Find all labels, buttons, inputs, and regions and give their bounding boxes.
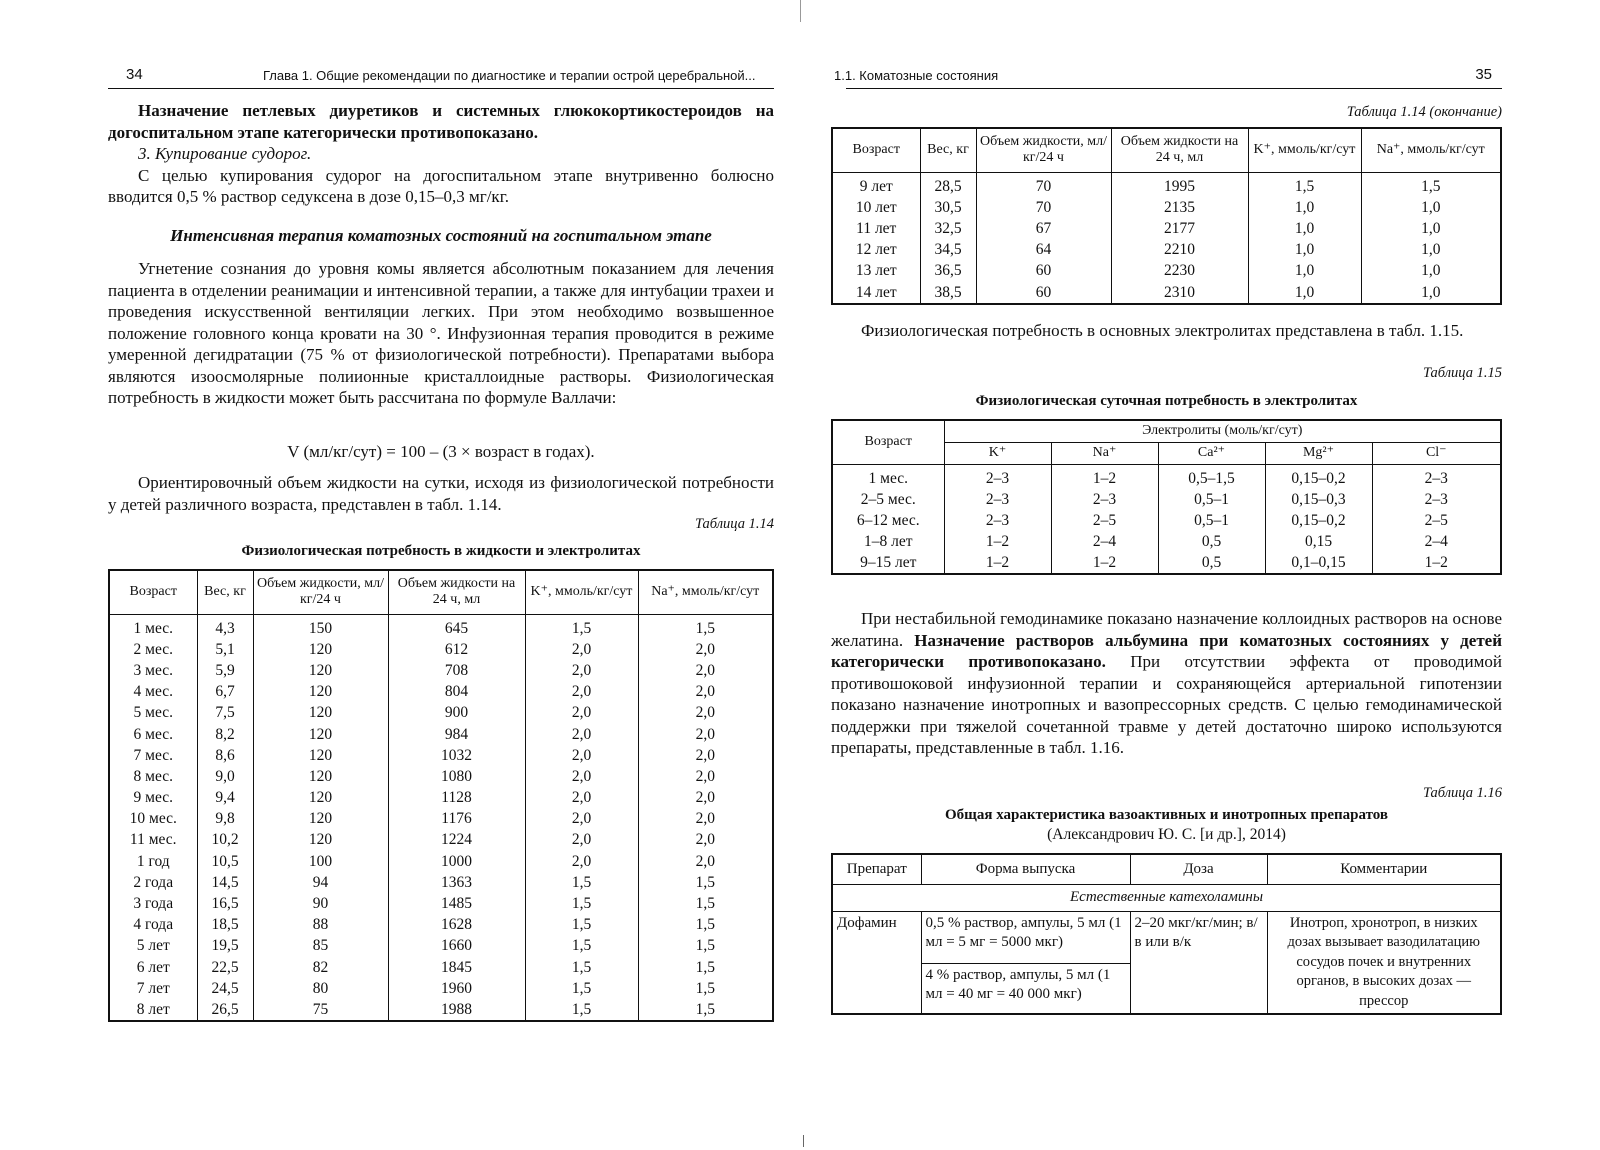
table-cell: 1 год [109, 851, 197, 872]
table-row [109, 851, 773, 872]
table-cell: 16,5 [197, 893, 253, 914]
table-cell: 1000 [388, 851, 525, 872]
table-row [109, 999, 773, 1021]
table-cell: 2,0 [525, 681, 638, 702]
table-cell: 4,3 [197, 614, 253, 639]
table-cell: 2,0 [525, 808, 638, 829]
table-cell: 2177 [1111, 218, 1248, 239]
table-cell: 120 [253, 702, 388, 723]
table-cell: 9,0 [197, 766, 253, 787]
table-label-block [846, 104, 1502, 121]
table-cell: 2310 [1111, 281, 1248, 303]
table-row [109, 935, 773, 956]
table-cell: 2,0 [525, 723, 638, 744]
table-row [109, 787, 773, 808]
table-row [109, 829, 773, 850]
table-cell: 1–2 [1051, 552, 1158, 574]
table-cell: 1,5 [525, 614, 638, 639]
table-cell: 2–3 [1372, 464, 1501, 489]
table-cell: 2,0 [638, 787, 773, 808]
table-cell: 64 [976, 239, 1111, 260]
table-wrap [108, 569, 774, 1022]
table-title: Общая характеристика вазоактивных и инотропных препаратов [945, 807, 1388, 823]
table-cell: 67 [976, 218, 1111, 239]
table-cell: 1128 [388, 787, 525, 808]
body-text-2 [108, 472, 774, 515]
intro-text [108, 100, 774, 208]
table-cell: 0,15–0,3 [1265, 489, 1372, 510]
table-cell: 12 лет [832, 239, 920, 260]
table-cell: 14 лет [832, 281, 920, 303]
table-cell: 2,0 [525, 660, 638, 681]
formula-block [108, 441, 774, 463]
table-cell: 32,5 [920, 218, 976, 239]
table-cell: 1176 [388, 808, 525, 829]
table-cell: 1,5 [638, 614, 773, 639]
table-row [109, 723, 773, 744]
table-cell: 0,5 [1158, 531, 1265, 552]
running-head: 1.1. Коматозные состояния [834, 68, 999, 83]
table-cell: 150 [253, 614, 388, 639]
table-title: Физиологическая суточная потребность в электролитах [975, 393, 1358, 409]
table-label: Таблица 1.15 [1423, 365, 1502, 381]
table-cell: 30,5 [920, 197, 976, 218]
table-cell: 9 мес. [109, 787, 197, 808]
table-cell: 1,5 [638, 978, 773, 999]
release-form: 0,5 % раствор, ампулы, 5 мл (1 мл = 5 мг = 5000 мкг) [921, 911, 1130, 963]
table-cell: 2,0 [638, 766, 773, 787]
table-cell: 80 [253, 978, 388, 999]
table-row [832, 281, 1501, 303]
table-cell: 22,5 [197, 957, 253, 978]
table-cell: 10 мес. [109, 808, 197, 829]
release-form: 4 % раствор, ампулы, 5 мл (1 мл = 40 мг = 40 000 мкг) [921, 964, 1130, 1015]
table-cell: 1–2 [1372, 552, 1501, 574]
table-row [109, 957, 773, 978]
table-cell: 60 [976, 281, 1111, 303]
table-cell: 2,0 [525, 639, 638, 660]
table-cell: 85 [253, 935, 388, 956]
table-cell: 2–5 [1051, 510, 1158, 531]
table-cell: 2 мес. [109, 639, 197, 660]
comment: Инотроп, хронотроп, в низких дозах вызывает вазодилатацию сосудов почек и внутренних органов, в высоких дозах — прессор [1267, 911, 1501, 1014]
col-header-form: Форма выпуска [921, 854, 1130, 884]
table-row [109, 639, 773, 660]
table-cell: 90 [253, 893, 388, 914]
table-cell: 120 [253, 766, 388, 787]
table-label-block [108, 516, 774, 533]
table-cell: 5,1 [197, 639, 253, 660]
table-cell: 120 [253, 829, 388, 850]
table-cell: 1363 [388, 872, 525, 893]
table-cell: 0,5–1 [1158, 510, 1265, 531]
section-heading-block [108, 226, 774, 246]
table-cell: 1,0 [1248, 218, 1361, 239]
table-row [109, 766, 773, 787]
table-cell: 1845 [388, 957, 525, 978]
table-cell: 1 мес. [109, 614, 197, 639]
table-cell: 3 года [109, 893, 197, 914]
table-cell: 1,5 [525, 935, 638, 956]
col-header: Na⁺ [1051, 442, 1158, 464]
col-header-drug: Препарат [832, 854, 921, 884]
table-cell: 10 лет [832, 197, 920, 218]
paragraph-part: При нестабильной гемодинамике показано назначение коллоидных растворов на основе желатина. [831, 609, 1502, 650]
table-source: (Александрович Ю. С. [и др.], 2014) [1047, 826, 1286, 843]
table-cell: 2,0 [638, 808, 773, 829]
table-row [832, 510, 1501, 531]
table-row [832, 464, 1501, 489]
table-row [832, 552, 1501, 574]
paragraph [831, 608, 1502, 759]
table-cell: 1,5 [525, 893, 638, 914]
col-header: Na⁺, ммоль/кг/сут [1361, 128, 1501, 172]
table-cell: 2,0 [638, 829, 773, 850]
table-cell: 1,0 [1248, 239, 1361, 260]
table-cell: 0,5–1,5 [1158, 464, 1265, 489]
paragraph-subheading: 3. Купирование судорог. [138, 144, 312, 163]
table-cell: 10,5 [197, 851, 253, 872]
table-cell: 2210 [1111, 239, 1248, 260]
table-cell: 8,2 [197, 723, 253, 744]
col-header: K⁺ [944, 442, 1051, 464]
table-cell: 2–3 [944, 489, 1051, 510]
table-cell: 18,5 [197, 914, 253, 935]
table-cell: 0,15 [1265, 531, 1372, 552]
table-cell: 9 лет [832, 172, 920, 197]
table-cell: 120 [253, 660, 388, 681]
table-row [832, 489, 1501, 510]
table-label: Таблица 1.16 [1423, 785, 1502, 801]
table-cell: 2–3 [1051, 489, 1158, 510]
table-cell: 1,0 [1361, 260, 1501, 281]
table-cell: 1,5 [525, 978, 638, 999]
table-cell: 9,4 [197, 787, 253, 808]
table-cell: 26,5 [197, 999, 253, 1021]
table-cell: 1,0 [1248, 197, 1361, 218]
col-header: Возраст [109, 570, 197, 614]
table-title-block [831, 807, 1502, 844]
paragraph-bold: Назначение петлевых диуретиков и системных глюкокортикостероидов на догоспитальном этапе категорически противопоказано. [108, 101, 774, 142]
table-cell: 120 [253, 639, 388, 660]
table-cell: 24,5 [197, 978, 253, 999]
running-head: Глава 1. Общие рекомендации по диагностике и терапии острой церебральной... [263, 68, 756, 83]
col-header: Cl⁻ [1372, 442, 1501, 464]
table-row [109, 745, 773, 766]
table-cell: 9–15 лет [832, 552, 944, 574]
table-cell: 1–8 лет [832, 531, 944, 552]
table-cell: 94 [253, 872, 388, 893]
table-cell: 1,5 [525, 957, 638, 978]
table-cell: 28,5 [920, 172, 976, 197]
page-header [108, 64, 774, 89]
table-cell: 2,0 [525, 829, 638, 850]
fluid-electrolyte-table-continued [831, 127, 1502, 305]
table-cell: 1224 [388, 829, 525, 850]
table-cell: 804 [388, 681, 525, 702]
table-cell: 2–4 [1051, 531, 1158, 552]
col-header: Mg²⁺ [1265, 442, 1372, 464]
col-header-age: Возраст [832, 420, 944, 464]
table-cell: 612 [388, 639, 525, 660]
col-header: Объем жидкости, мл/кг/24 ч [976, 128, 1111, 172]
table-cell: 19,5 [197, 935, 253, 956]
drug-name: Дофамин [832, 911, 921, 1014]
table-cell: 7 лет [109, 978, 197, 999]
table-cell: 82 [253, 957, 388, 978]
table-row [109, 614, 773, 639]
table-cell: 1,0 [1248, 260, 1361, 281]
table-cell: 70 [976, 197, 1111, 218]
table-cell: 2,0 [638, 660, 773, 681]
table-cell: 2,0 [638, 723, 773, 744]
table-cell: 10,2 [197, 829, 253, 850]
table-cell: 1080 [388, 766, 525, 787]
page-header [834, 64, 1502, 89]
table-cell: 14,5 [197, 872, 253, 893]
table-cell: 984 [388, 723, 525, 744]
table-cell: 1032 [388, 745, 525, 766]
table-cell: 0,1–0,15 [1265, 552, 1372, 574]
dose: 2–20 мкг/кг/мин; в/в или в/к [1130, 911, 1267, 1014]
body-text-2 [831, 608, 1502, 759]
table-cell: 1,5 [525, 872, 638, 893]
table-row [109, 681, 773, 702]
table-cell: 4 года [109, 914, 197, 935]
table-cell: 6 лет [109, 957, 197, 978]
table-cell: 1988 [388, 999, 525, 1021]
col-header-dose: Доза [1130, 854, 1267, 884]
fluid-electrolyte-table [108, 569, 774, 1022]
table-cell: 1960 [388, 978, 525, 999]
table-label-block [846, 785, 1502, 802]
table-cell: 4 мес. [109, 681, 197, 702]
table-row [832, 197, 1501, 218]
table-cell: 7 мес. [109, 745, 197, 766]
table-cell: 2135 [1111, 197, 1248, 218]
table-cell: 0,5–1 [1158, 489, 1265, 510]
table-cell: 2,0 [638, 681, 773, 702]
table-row [109, 914, 773, 935]
table-cell: 8,6 [197, 745, 253, 766]
table-cell: 2 года [109, 872, 197, 893]
table-cell: 9,8 [197, 808, 253, 829]
spine-mark-bottom [803, 1135, 804, 1147]
table-row [832, 172, 1501, 197]
table-cell: 1,5 [638, 957, 773, 978]
table-label-block [846, 365, 1502, 382]
table-cell: 2,0 [638, 851, 773, 872]
table-row [109, 808, 773, 829]
paragraph: Ориентировочный объем жидкости на сутки, исходя из физиологической потребности у детей различного возраста, представлен в табл. 1.14. [108, 473, 774, 514]
table-cell: 100 [253, 851, 388, 872]
table-row [109, 978, 773, 999]
table-cell: 1,0 [1361, 218, 1501, 239]
table-cell: 2–3 [944, 510, 1051, 531]
table-cell: 120 [253, 745, 388, 766]
table-cell: 1660 [388, 935, 525, 956]
col-header: Na⁺, ммоль/кг/сут [638, 570, 773, 614]
table-cell: 0,15–0,2 [1265, 510, 1372, 531]
table-cell: 13 лет [832, 260, 920, 281]
col-header-comment: Комментарии [1267, 854, 1501, 884]
table-cell: 120 [253, 723, 388, 744]
col-header: Объем жидкости, мл/кг/24 ч [253, 570, 388, 614]
col-header: Возраст [832, 128, 920, 172]
table-cell: 75 [253, 999, 388, 1021]
table-cell: 2,0 [525, 787, 638, 808]
table-cell: 1485 [388, 893, 525, 914]
table-row [109, 893, 773, 914]
table-cell: 2–5 [1372, 510, 1501, 531]
table-cell: 1995 [1111, 172, 1248, 197]
table-cell: 3 мес. [109, 660, 197, 681]
table-row [109, 872, 773, 893]
table-cell: 2,0 [525, 702, 638, 723]
body-text [108, 258, 774, 409]
table-row [109, 702, 773, 723]
page-number: 35 [1475, 66, 1492, 83]
spine-mark [800, 0, 801, 22]
table-cell: 2–4 [1372, 531, 1501, 552]
table-cell: 2,0 [525, 851, 638, 872]
table-title-block [831, 393, 1502, 410]
table-cell: 6,7 [197, 681, 253, 702]
table-cell: 8 лет [109, 999, 197, 1021]
table-cell: 900 [388, 702, 525, 723]
table-cell: 5 мес. [109, 702, 197, 723]
table-cell: 2,0 [525, 766, 638, 787]
col-header: K⁺, ммоль/кг/сут [1248, 128, 1361, 172]
paragraph: С целью купирования судорог на догоспитальном этапе внутривенно болюсно вводится 0,5 % раствор седуксена в дозе 0,15–0,3 мг/кг. [108, 165, 774, 206]
table-cell: 708 [388, 660, 525, 681]
table-cell: 6–12 мес. [832, 510, 944, 531]
paragraph: Физиологическая потребность в основных электролитах представлена в табл. 1.15. [861, 321, 1464, 340]
table-cell: 1,5 [638, 935, 773, 956]
table-row [832, 239, 1501, 260]
table-cell: 5 лет [109, 935, 197, 956]
col-header: K⁺, ммоль/кг/сут [525, 570, 638, 614]
table-cell: 88 [253, 914, 388, 935]
table-cell: 2–3 [1372, 489, 1501, 510]
table-cell: 2–3 [944, 464, 1051, 489]
table-wrap [831, 853, 1502, 1015]
table-cell: 6 мес. [109, 723, 197, 744]
paragraph: Угнетение сознания до уровня комы является абсолютным показанием для лечения пациента в отделении реанимации и интенсивной терапии, а также для интубации трахеи и проведения искусственной вентиляции легких. При этом необходимо возвышенное положение головного конца кровати на 30 °. Инфузионная терапия проводится в режиме умеренной дегидратации (75 % от физиологической потребности). Препаратами выбора являются изоосмолярные полиионные кристаллоидные растворы. Физиологическая потребность в жидкости может быть рассчитана по формуле Валлачи: [108, 259, 774, 407]
table-row [109, 660, 773, 681]
table-label: Таблица 1.14 [695, 516, 774, 532]
table-cell: 1,0 [1248, 281, 1361, 303]
table-cell: 36,5 [920, 260, 976, 281]
table-cell: 2230 [1111, 260, 1248, 281]
page-number: 34 [126, 66, 143, 83]
table-cell: 38,5 [920, 281, 976, 303]
table-subheader: Естественные катехоламины [832, 884, 1501, 911]
table-cell: 120 [253, 808, 388, 829]
col-header: Вес, кг [197, 570, 253, 614]
table-cell: 1,5 [638, 893, 773, 914]
table-cell: 120 [253, 681, 388, 702]
table-cell: 1,5 [525, 914, 638, 935]
col-header: Ca²⁺ [1158, 442, 1265, 464]
table-cell: 2–5 мес. [832, 489, 944, 510]
table-cell: 7,5 [197, 702, 253, 723]
col-header: Вес, кг [920, 128, 976, 172]
paragraph-bold-part: Назначение растворов альбумина при коматозных состояниях у детей категорически противопоказано. [831, 630, 1503, 671]
table-cell: 1–2 [1051, 464, 1158, 489]
vasoactive-drugs-table [831, 853, 1502, 1015]
table-cell: 1,5 [638, 999, 773, 1021]
table-title: Физиологическая потребность в жидкости и электролитах [241, 543, 641, 559]
formula: V (мл/кг/сут) = 100 – (3 × возраст в годах). [287, 442, 595, 461]
table-cell: 1,5 [638, 872, 773, 893]
table-cell: 1,0 [1361, 239, 1501, 260]
table-cell: 70 [976, 172, 1111, 197]
table-row [832, 218, 1501, 239]
table-title-block [108, 543, 774, 560]
table-cell: 60 [976, 260, 1111, 281]
table-wrap [831, 419, 1502, 575]
table-cell: 120 [253, 787, 388, 808]
table-cell: 1 мес. [832, 464, 944, 489]
table-row [832, 531, 1501, 552]
table-cell: 2,0 [638, 745, 773, 766]
electrolyte-table [831, 419, 1502, 575]
table-cell: 11 мес. [109, 829, 197, 850]
table-cell: 2,0 [525, 745, 638, 766]
table-cell: 5,9 [197, 660, 253, 681]
table-cell: 11 лет [832, 218, 920, 239]
table-cell: 8 мес. [109, 766, 197, 787]
table-cell: 1628 [388, 914, 525, 935]
table-wrap [831, 127, 1502, 305]
table-cell: 645 [388, 614, 525, 639]
table-cell: 1,5 [1248, 172, 1361, 197]
col-header: Объем жидкости на 24 ч, мл [388, 570, 525, 614]
table-cell: 1–2 [944, 552, 1051, 574]
table-label: Таблица 1.14 (окончание) [1346, 104, 1502, 120]
paragraph-part: При отсутствии эффекта от проводимой противошоковой инфузионной терапии и сохраняющейся артериальной гипотензии показано назначение инотропных и вазопрессорных средств. С целью гемодинамической поддержки при тяжелой сочетанной травме у детей достаточно широко используются препараты, представленные в табл. 1.16. [831, 652, 1502, 757]
table-cell: 2,0 [638, 702, 773, 723]
col-group-header: Электролиты (моль/кг/сут) [944, 420, 1501, 442]
table-cell: 1,0 [1361, 281, 1501, 303]
table-cell: 1,5 [1361, 172, 1501, 197]
col-header: Объем жидкости на 24 ч, мл [1111, 128, 1248, 172]
table-cell: 1–2 [944, 531, 1051, 552]
section-title: Интенсивная терапия коматозных состояний на госпитальном этапе [170, 226, 712, 245]
table-cell: 1,5 [638, 914, 773, 935]
table-row [832, 260, 1501, 281]
table-cell: 1,0 [1361, 197, 1501, 218]
table-cell: 2,0 [638, 639, 773, 660]
table-cell: 1,5 [525, 999, 638, 1021]
table-cell: 34,5 [920, 239, 976, 260]
table-cell: 0,5 [1158, 552, 1265, 574]
table-cell: 0,15–0,2 [1265, 464, 1372, 489]
body-text [831, 320, 1502, 342]
